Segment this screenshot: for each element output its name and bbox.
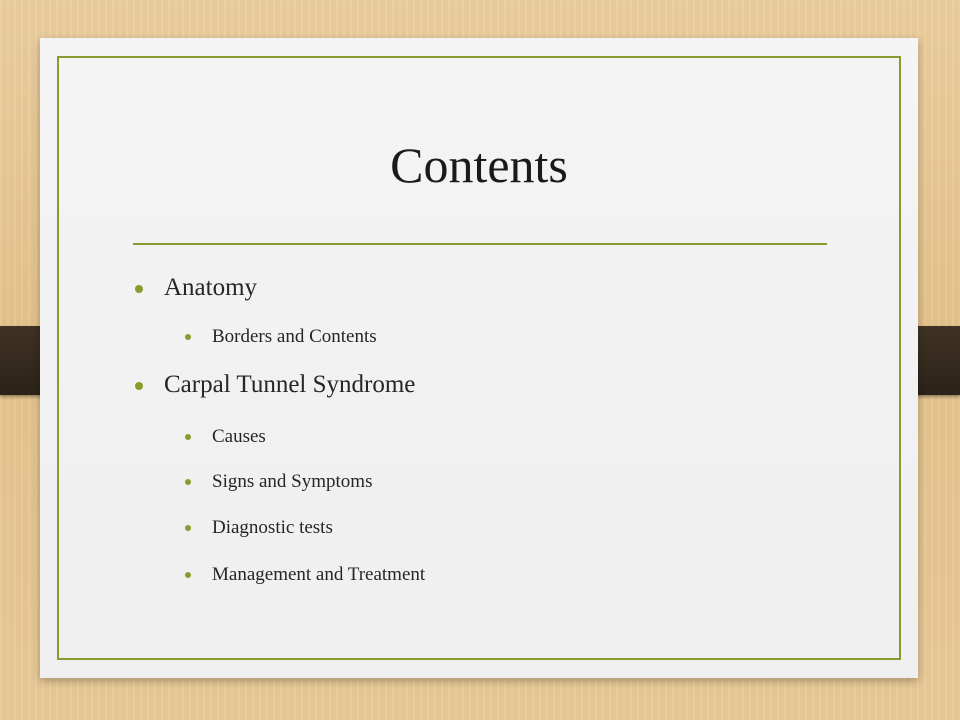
list-item-label: Anatomy: [164, 274, 258, 301]
list-item-label: Borders and Contents: [212, 326, 377, 347]
bullet-icon: [185, 525, 191, 531]
list-item-label: Management and Treatment: [212, 564, 426, 585]
bullet-icon: [135, 382, 143, 390]
list-item-level2: [212, 564, 425, 586]
bullet-icon: [185, 479, 191, 485]
slide-title: Contents: [390, 137, 568, 193]
bullet-icon: [185, 334, 191, 340]
list-item-level2: [212, 517, 333, 539]
slide-card: [40, 38, 918, 678]
list-item-label: Signs and Symptoms: [212, 471, 373, 492]
bullet-icon: [135, 285, 143, 293]
bullet-icon: [185, 572, 191, 578]
list-item-level2: [212, 326, 377, 348]
bullet-icon: [185, 434, 191, 440]
list-item-level1: [164, 371, 415, 399]
list-item-label: Diagnostic tests: [212, 517, 333, 538]
contents-list: [40, 38, 918, 678]
list-item-label: Carpal Tunnel Syndrome: [164, 371, 416, 398]
list-item-level1: [164, 274, 257, 302]
list-item-label: Causes: [212, 426, 266, 447]
list-item-level2: [212, 426, 266, 448]
list-item-level2: [212, 471, 372, 493]
